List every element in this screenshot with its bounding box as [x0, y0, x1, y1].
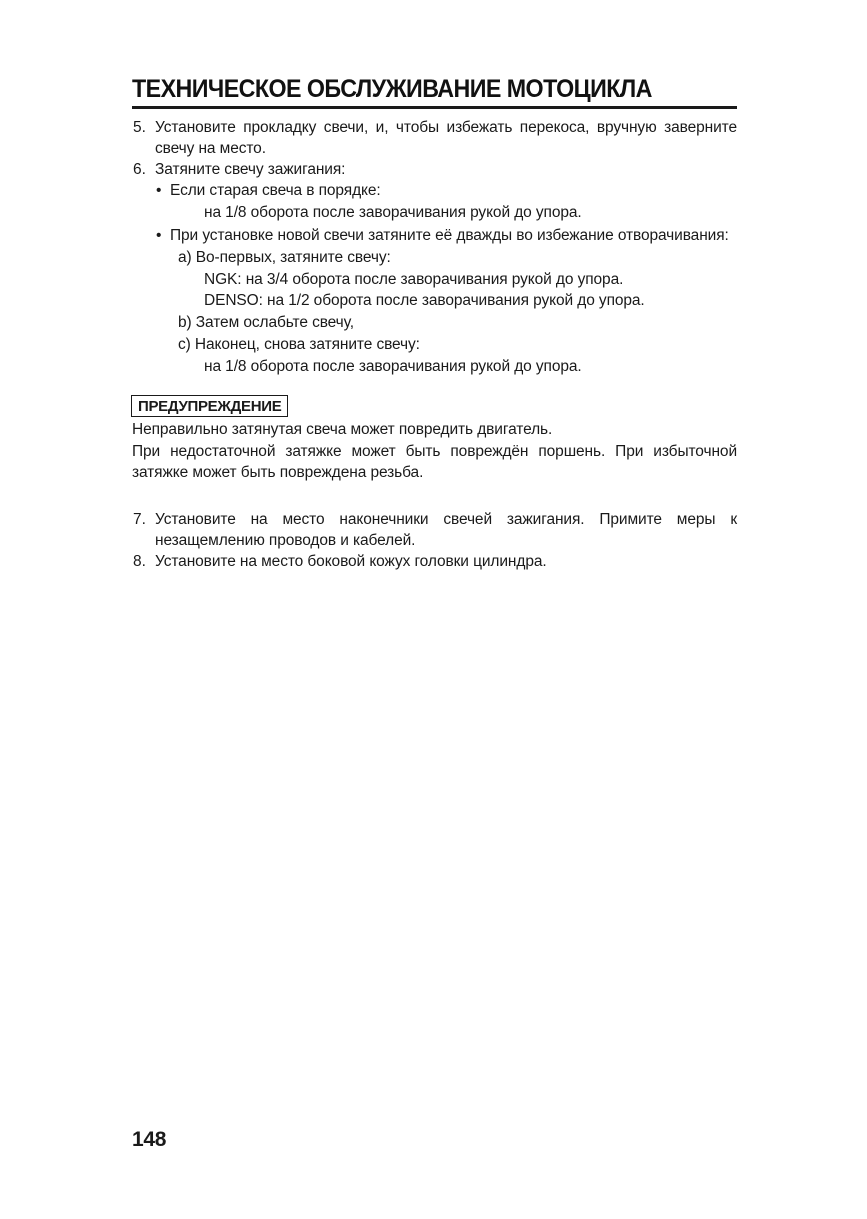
- page-title: ТЕХНИЧЕСКОЕ ОБСЛУЖИВАНИЕ МОТОЦИКЛА: [132, 75, 652, 103]
- bullet-icon: •: [156, 227, 162, 244]
- step-5-number: 5.: [133, 119, 146, 136]
- step-8-text: Установите на место боковой кожух головки цилиндра.: [155, 553, 547, 570]
- title-underline: [132, 106, 737, 109]
- substep-b: b) Затем ослабьте свечу,: [178, 314, 354, 331]
- step-7-line-2: незащемлению проводов и кабелей.: [155, 532, 416, 549]
- page-number: 148: [132, 1128, 167, 1151]
- bullet-old-plug: Если старая свеча в порядке:: [170, 182, 381, 199]
- warning-line-1: Неправильно затянутая свеча может повредить двигатель.: [132, 421, 553, 438]
- step-7-number: 7.: [133, 511, 146, 528]
- step-8-number: 8.: [133, 553, 146, 570]
- warning-label: ПРЕДУПРЕЖДЕНИЕ: [131, 395, 288, 417]
- bullet-new-plug: При установке новой свечи затяните её дважды во избежание отворачивания:: [170, 227, 729, 244]
- step-7-line-1: Установите на место наконечники свечей зажигания. Примите меры к: [155, 511, 737, 528]
- step-5-line-1: Установите прокладку свечи, и, чтобы избежать перекоса, вручную заверните: [155, 119, 737, 136]
- substep-c-detail: на 1/8 оборота после заворачивания рукой до упора.: [204, 358, 582, 375]
- substep-c: c) Наконец, снова затяните свечу:: [178, 336, 420, 353]
- substep-a: a) Во-первых, затяните свечу:: [178, 249, 391, 266]
- substep-a-ngk: NGK: на 3/4 оборота после заворачивания рукой до упора.: [204, 271, 624, 288]
- step-6-text: Затяните свечу зажигания:: [155, 161, 346, 178]
- step-5-line-2: свечу на место.: [155, 140, 266, 157]
- warning-line-2: При недостаточной затяжке может быть повреждён поршень. При избыточной: [132, 443, 737, 460]
- substep-a-denso: DENSO: на 1/2 оборота после заворачивания рукой до упора.: [204, 292, 645, 309]
- step-6-number: 6.: [133, 161, 146, 178]
- bullet-icon: •: [156, 182, 162, 199]
- warning-line-3: затяжке может быть повреждена резьба.: [132, 464, 424, 481]
- bullet-old-plug-detail: на 1/8 оборота после заворачивания рукой до упора.: [204, 204, 582, 221]
